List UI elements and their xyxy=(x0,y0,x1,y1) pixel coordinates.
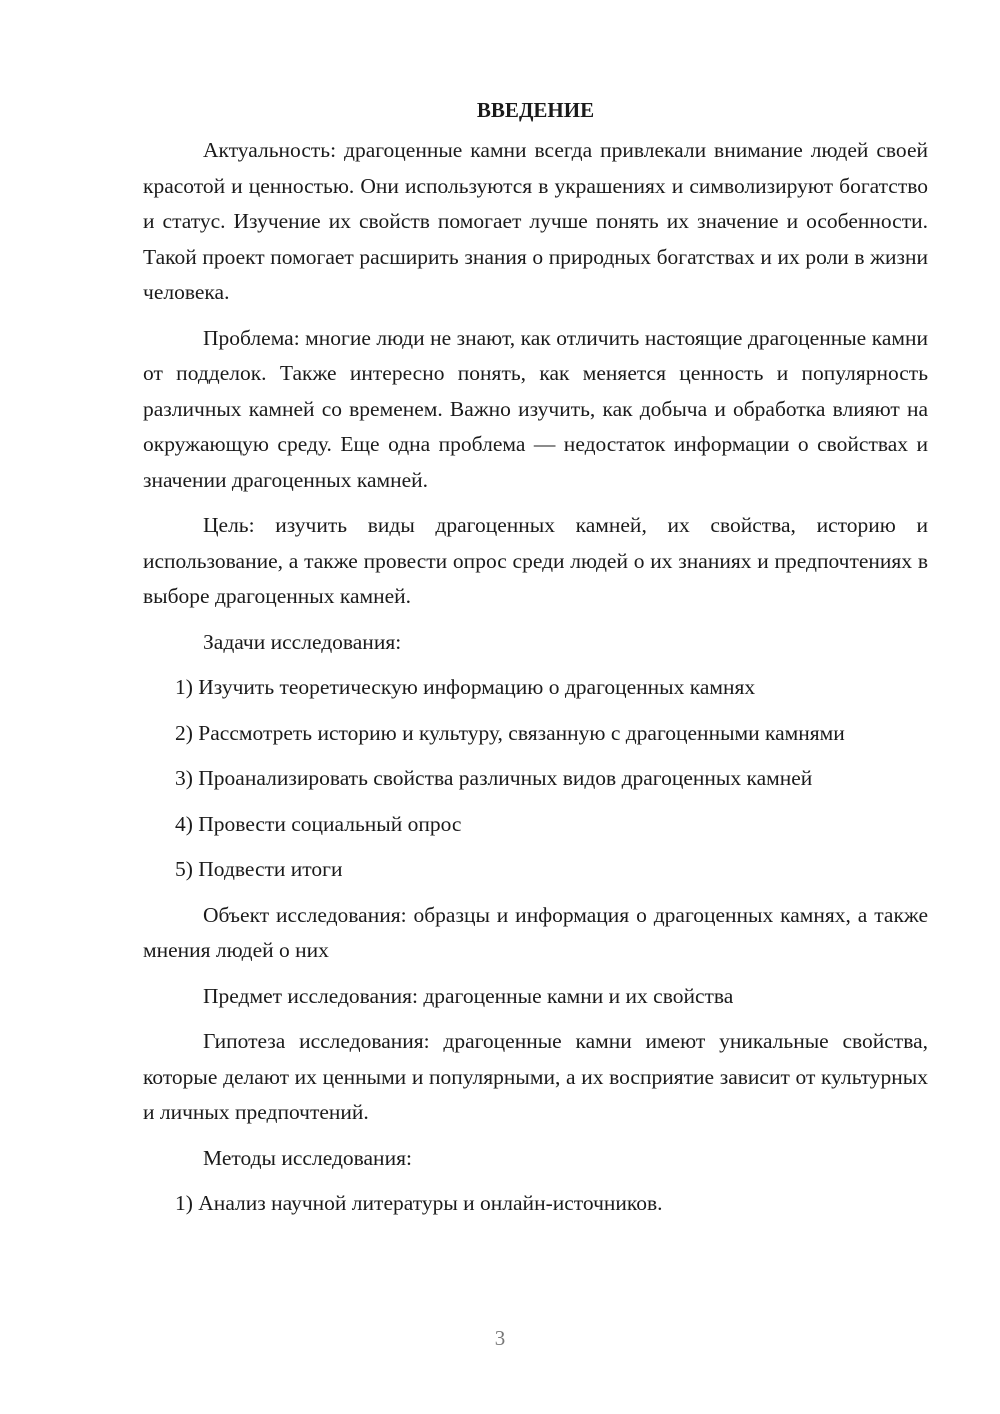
goal-paragraph: Цель: изучить виды драгоценных камней, их свойства, историю и использование, а также провести опрос среди людей о их знаниях и предпочтениях в выборе драгоценных камней. xyxy=(143,513,928,608)
tasks-heading: Задачи исследования: xyxy=(203,629,402,654)
method-item: 1) Анализ научной литературы и онлайн-источников. xyxy=(175,1191,663,1215)
problem-paragraph: Проблема: многие люди не знают, как отличить настоящие драгоценные камни от подделок. Также интересно понять, как меняется ценность и популярность различных камней со временем. Важно изучить, как добыча и обработка влияют на окружающую среду. Еще одна проблема — недостаток информации о свойствах и значении драгоценных камней. xyxy=(143,325,928,492)
methods-heading: Методы исследования: xyxy=(203,1145,412,1170)
task-item: 5) Подвести итоги xyxy=(175,857,343,881)
task-item: 2) Рассмотреть историю и культуру, связанную с драгоценными камнями xyxy=(175,720,845,745)
document-page xyxy=(143,92,928,1232)
hypothesis-paragraph: Гипотеза исследования: драгоценные камни имеют уникальные свойства, которые делают их ценными и популярными, а их восприятие зависит от культурных и личных предпочтений. xyxy=(143,1029,928,1124)
subject-paragraph: Предмет исследования: драгоценные камни и их свойства xyxy=(203,983,734,1008)
task-item: 4) Провести социальный опрос xyxy=(175,811,462,836)
relevance-paragraph: Актуальность: драгоценные камни всегда привлекали внимание людей своей красотой и ценностью. Они используются в украшениях и символизируют богатство и статус. Изучение их свойств помогает лучше понять их значение и особенности. Такой проект помогает расширить знания о природных богатствах и их роли в жизни человека. xyxy=(143,138,928,304)
task-item: 1) Изучить теоретическую информацию о драгоценных камнях xyxy=(175,675,756,699)
object-paragraph: Объект исследования: образцы и информация о драгоценных камнях, а также мнения людей о них xyxy=(143,902,928,962)
page-title: ВВЕДЕНИЕ xyxy=(476,98,595,122)
task-item: 3) Проанализировать свойства различных видов драгоценных камней xyxy=(175,766,813,790)
page-number: 3 xyxy=(494,1326,506,1350)
